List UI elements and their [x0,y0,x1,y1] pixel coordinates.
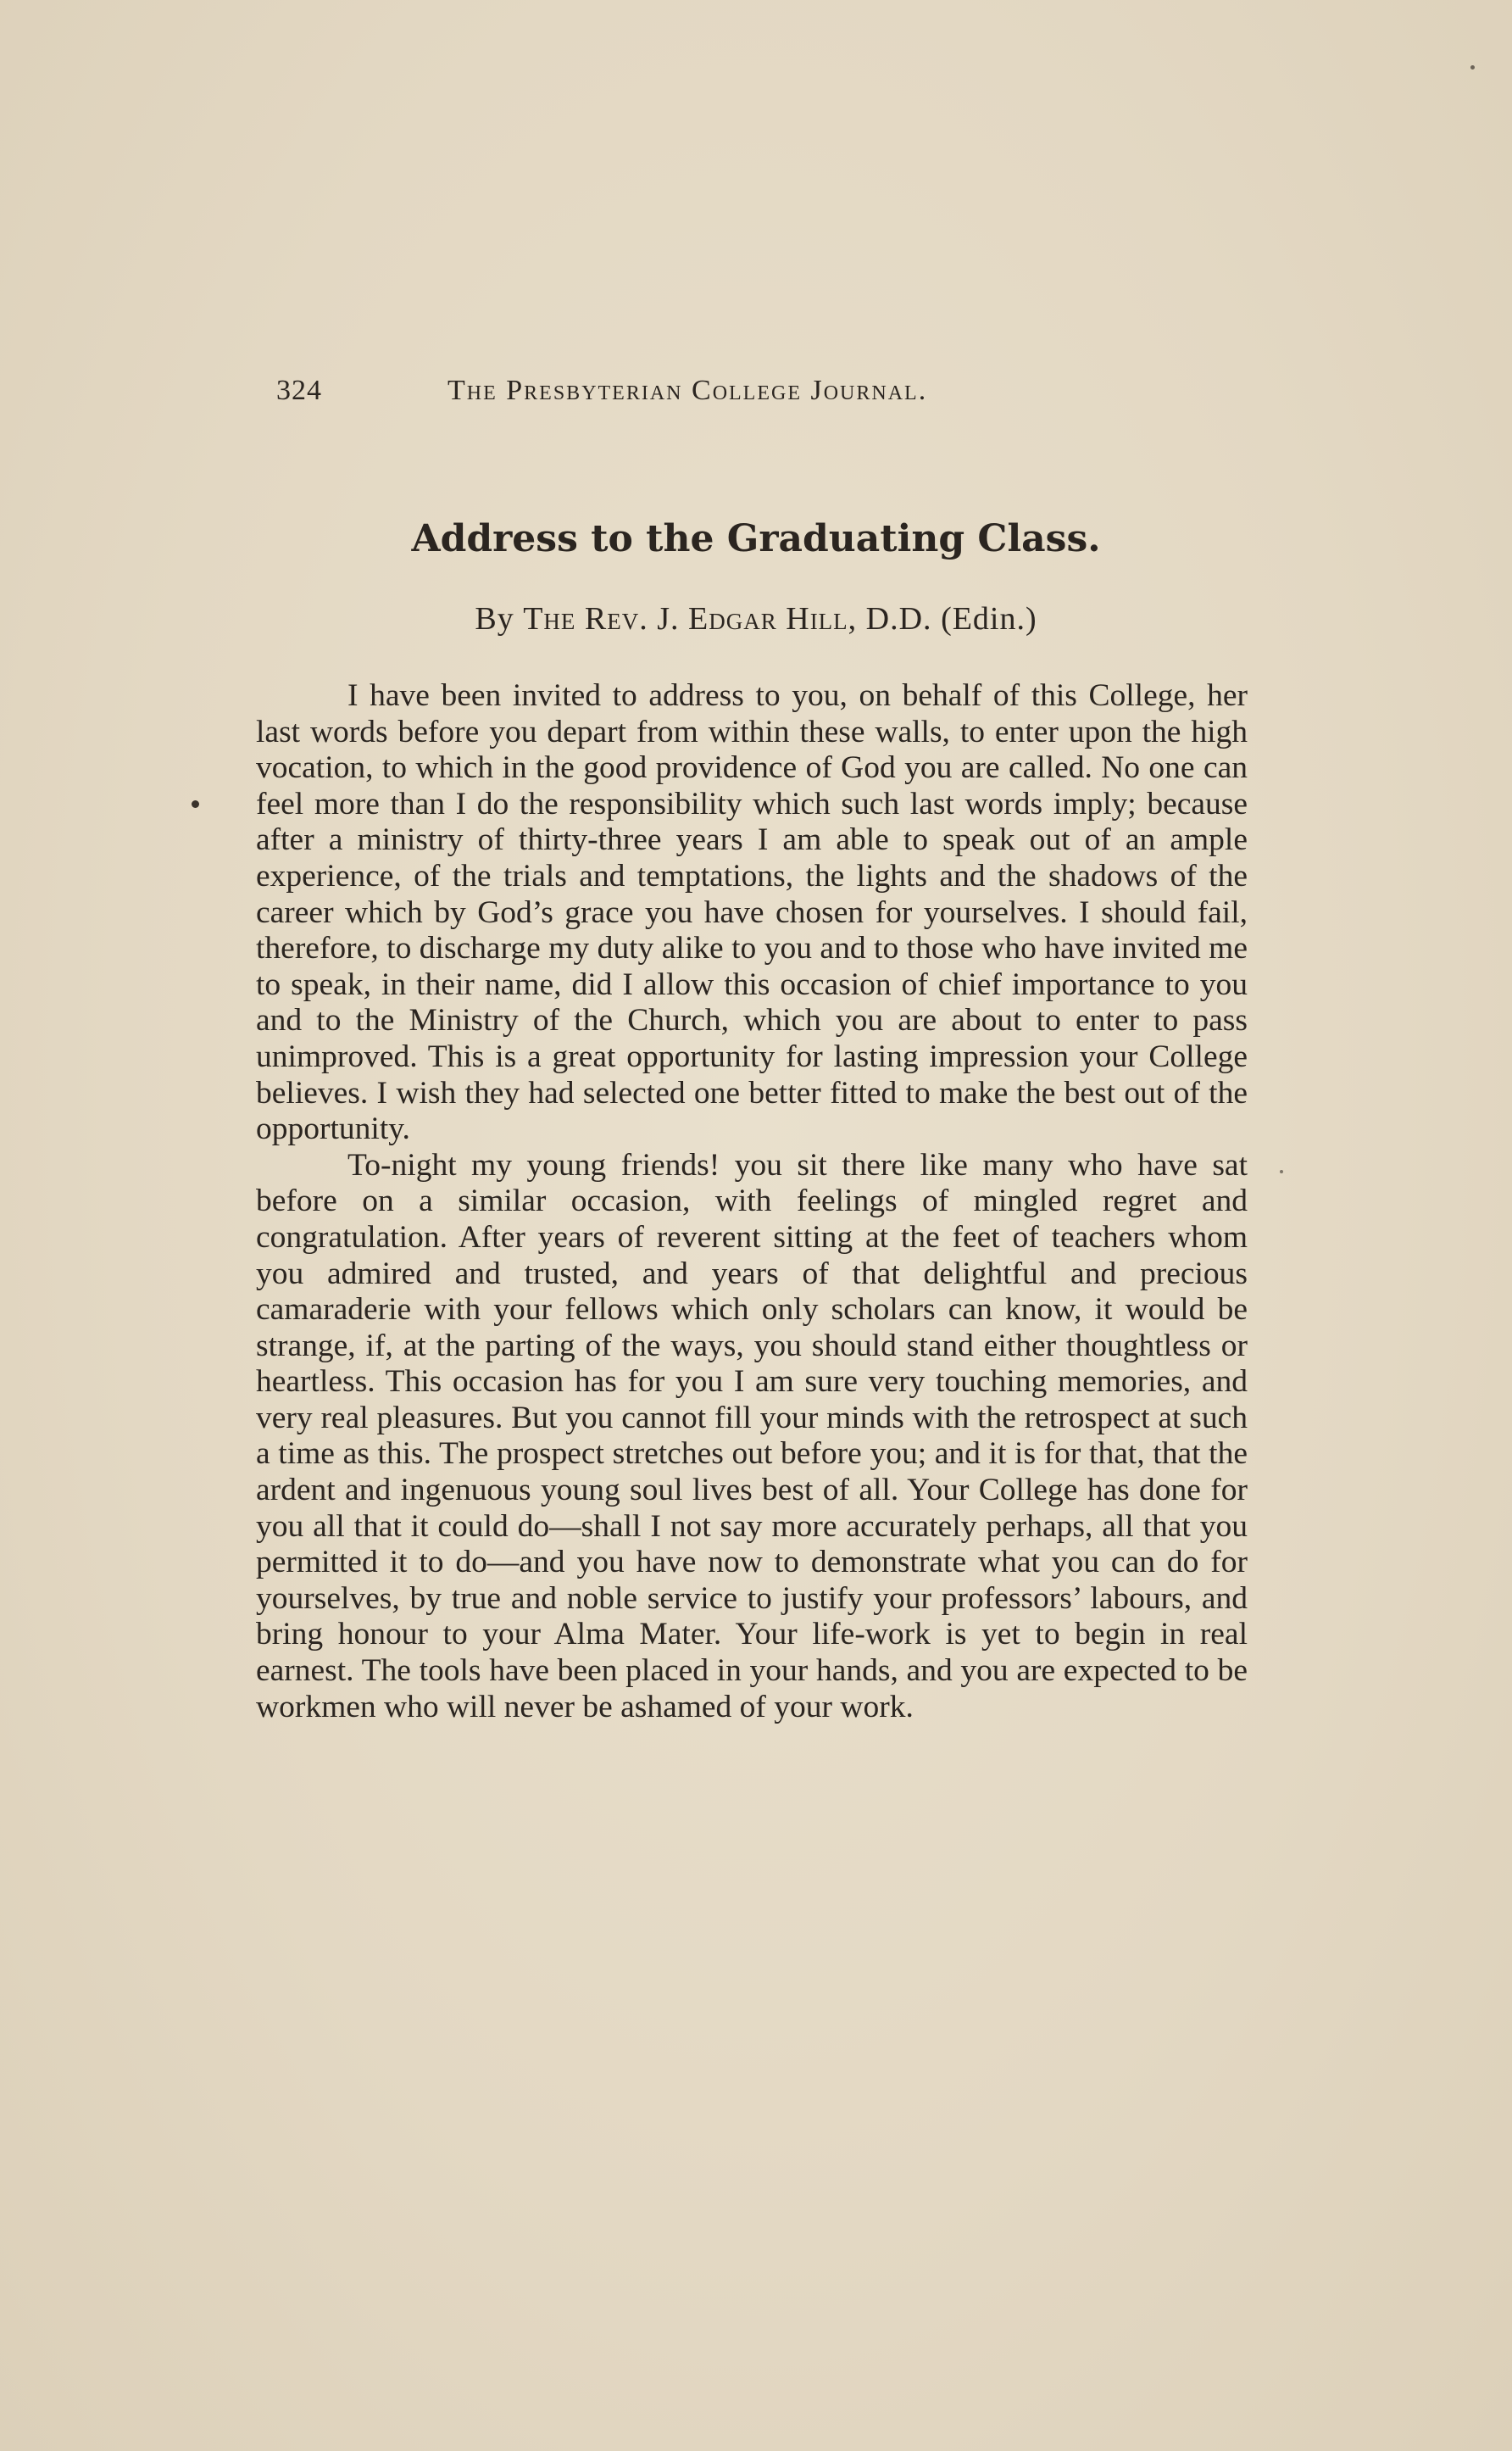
journal-title: The Presbyterian College Journal. [447,375,928,406]
byline-author: The Rev. J. Edgar Hill, D.D. [523,601,932,637]
paper-speck [1470,65,1475,70]
page-number: 324 [276,375,322,406]
article-body [256,678,1248,1725]
running-head [276,375,1124,426]
paragraph: I have been invited to address to you, on behalf of this College, her last words before you depart from within these walls, to enter upon the high vocation, to which in the good providence of God you are called. No one can feel more than I do the responsibility which such last words imply; because after a ministry of thirty-three years I am able to speak out of an ample experience, of the trials and temptations, the lights and the shadows of the career which by God’s grace you have chosen for yourselves. I should fail, therefore, to discharge my duty alike to you and to those who have invited me to speak, in their name, did I allow this occasion of chief importance to you and to the Ministry of the Church, which you are about to enter to pass unimproved. This is a great opportunity for lasting impression your College believes. I wish they had selected one better fitted to make the best out of the opportunity. [256,678,1248,1147]
byline-suffix: (Edin.) [941,601,1037,637]
article-title: Address to the Graduating Class. [411,517,1101,560]
paper-speck [1280,1170,1283,1173]
paragraph: To-night my young friends! you sit there like many who have sat before on a similar occasion, with feelings of mingled regret and congratulation. After years of reverent sitting at the feet of teachers whom you admired and trusted, and years of that delightful and precious camaraderie with your fellows which only scholars can know, it would be strange, if, at the parting of the ways, you should stand either thoughtless or heartless. This occasion has for you I am sure very touching memories, and very real pleasures. But you cannot fill your minds with the retrospect at such a time as this. The prospect stretches out before you; and it is for that, that the ardent and ingenuous young soul lives best of all. Your College has done for you all that it could do—shall I not say more accurately perhaps, all that you permitted it to do—and you have now to demonstrate what you can do for yourselves, by true and noble service to justify your professors’ labours, and bring honour to your Alma Mater. Your life-work is yet to begin in real earnest. The tools have been placed in your hands, and you are expected to be workmen who will never be ashamed of your work. [256,1147,1248,1724]
byline [0,600,1512,638]
paper-speck [192,800,199,808]
byline-prefix: By [475,601,514,637]
